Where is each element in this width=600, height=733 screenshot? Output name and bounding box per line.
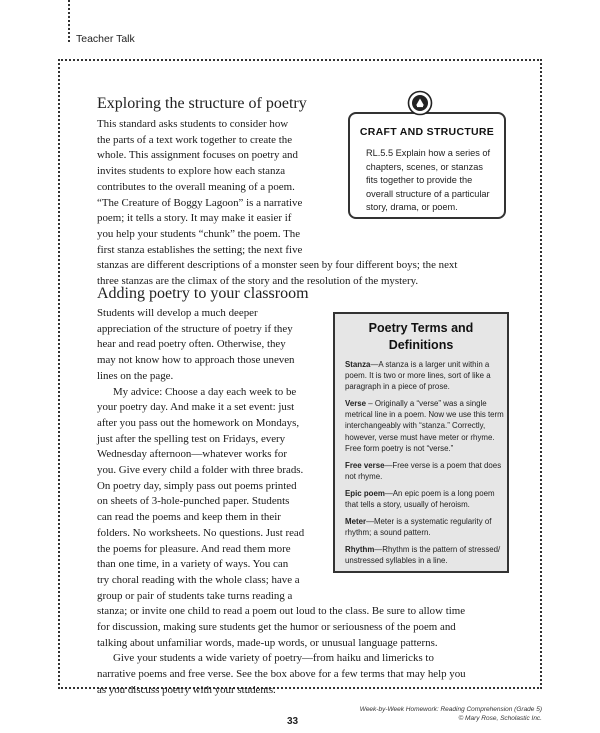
terms-title-line: Definitions: [388, 338, 454, 352]
text-line: folders. No worksheets. No questions. Just read: [97, 526, 305, 539]
text-line: stanzas are different descriptions of a monster seen by four different boys; the next: [97, 259, 458, 272]
term-definition: —An epic poem is a long poem that tells a story, usually of heroism.: [345, 488, 495, 510]
text-line: invites students to explore how each stanza: [97, 165, 286, 178]
terms-title-line: Poetry Terms and: [368, 321, 474, 335]
craft-box-body: RL.5.5 Explain how a series of chapters, scenes, or stanzas fits together to provide the overall structure of a particular story, drama, or poem.: [366, 148, 491, 212]
text-line: your poetry day. And make it a set event: just: [97, 401, 295, 414]
text-line: My advice: Choose a day each week to be: [113, 385, 297, 398]
term-name: Meter: [345, 517, 367, 527]
text-line: narrative poems and free verse. See the box above for a few terms that may help you: [97, 668, 466, 681]
text-line: the poems for pleasure. And read them more: [97, 542, 291, 555]
text-line: talking about unfamiliar words, made-up words, or unusual language patterns.: [97, 636, 438, 649]
term-entry: [345, 398, 505, 453]
text-line: lines on the page.: [97, 369, 174, 382]
text-line: you. Give every child a folder with three brads.: [97, 464, 304, 477]
term-entry: [345, 359, 505, 392]
text-line: whole. This assignment focuses on poetry and: [97, 149, 298, 162]
text-line: three stanzas are the climax of the story and the resolution of the mystery.: [97, 275, 419, 288]
text-line: appreciation of the structure of poetry if they: [97, 322, 293, 335]
term-name: Epic poem: [345, 488, 385, 498]
text-line: Wednesday afternoon—whatever works for: [97, 448, 287, 461]
text-line: can read the poems and keep them in their: [97, 511, 281, 524]
text-line: group or pair of students take turns reading a: [97, 589, 293, 602]
terms-box-title: [335, 320, 507, 354]
text-line: hear and read poetry often. Otherwise, they: [97, 338, 286, 351]
text-line: the parts of a text work together to create the: [97, 133, 293, 146]
term-entry: [345, 544, 505, 566]
text-line: On poetry day, simply pass out poems printed: [97, 479, 297, 492]
text-line: than one time, in a variety of ways. You can: [97, 558, 289, 571]
text-line: you help your students “chunk” the poem. The: [97, 227, 301, 240]
text-line: just after the spelling test on Fridays, every: [97, 432, 286, 445]
header-dotted-rule: [68, 0, 70, 42]
text-line: try choral reading with the whole class; have a: [97, 573, 300, 586]
text-line: contributes to the overall meaning of a poem.: [97, 180, 295, 193]
craft-box-title: CRAFT AND STRUCTURE: [359, 126, 495, 138]
term-name: Free verse: [345, 460, 385, 470]
term-name: Rhythm: [345, 545, 375, 555]
term-definition: – Originally a “verse” was a single metrical line in a poem. Now we use this term interchangeably with “stanza.” Correctly, however, verse must have meter or rhyme. Free form poetry is not “verse.”: [345, 399, 504, 453]
section2-heading: Adding poetry to your classroom: [97, 285, 309, 302]
text-line: Give your students a wide variety of poetry—from haiku and limericks to: [113, 652, 434, 665]
header-label: Teacher Talk: [76, 33, 135, 45]
term-definition: —Rhythm is the pattern of stressed/ unstressed syllables in a line.: [345, 545, 501, 566]
term-entry: [345, 488, 505, 510]
poetry-terms-box: [333, 312, 509, 573]
text-line: on sheets of 3-hole-punched paper. Students: [97, 495, 290, 508]
section1-heading: Exploring the structure of poetry: [97, 95, 307, 112]
credit-line: © Mary Rose, Scholastic Inc.: [458, 714, 542, 722]
term-definition: —A stanza is a larger unit within a poem. It is two or more lines, sort of like a paragraph in a piece of prose.: [345, 360, 491, 392]
term-definition: —Meter is a systematic regularity of rhythm; a sound pattern.: [345, 517, 492, 538]
standard-badge-icon: [407, 90, 433, 116]
text-line: for discussion, making sure students get the humor or seriousness of the poem and: [97, 621, 456, 634]
page-number: 33: [287, 716, 299, 727]
credit-line: Week-by-Week Homework: Reading Comprehension (Grade 5): [359, 706, 542, 713]
text-line: after you pass out the homework on Mondays,: [97, 416, 300, 429]
text-line: as you discuss poetry with your students.: [97, 683, 276, 696]
text-line: poem; it tells a story. It may make it easier if: [97, 212, 292, 225]
text-line: may not know how to approach those uneven: [97, 354, 295, 367]
text-line: This standard asks students to consider how: [97, 118, 289, 130]
term-definition: —Free verse is a poem that does not rhyme.: [345, 460, 502, 481]
text-line: stanza; or invite one child to read a poem out loud to the class. Be sure to allow time: [97, 605, 466, 618]
term-entry: [345, 516, 505, 538]
text-line: Students will develop a much deeper: [97, 307, 258, 319]
text-line: first stanza establishes the setting; the next five: [97, 243, 303, 256]
term-name: Stanza: [345, 360, 371, 369]
term-name: Verse: [345, 399, 367, 409]
term-entry: [345, 460, 505, 482]
text-line: “The Creature of Boggy Lagoon” is a narrative: [97, 196, 303, 209]
terms-list: [345, 359, 505, 573]
footer-credit: [360, 706, 542, 723]
craft-structure-box: [348, 112, 506, 219]
